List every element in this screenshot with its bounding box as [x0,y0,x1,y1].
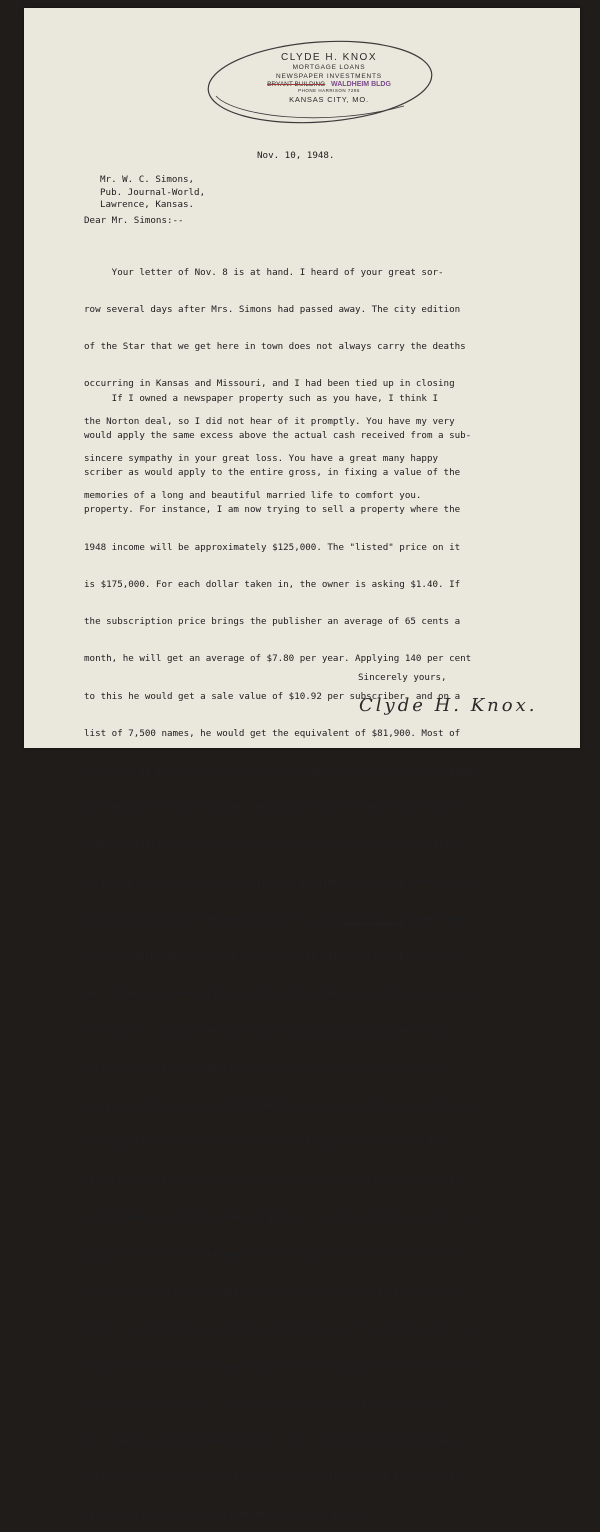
text-line: occurring in Kansas and Missouri, and I had been tied up in closing [84,378,455,390]
underlined-emphasis: fully 1 1/2 [343,913,405,925]
recipient-line: Mr. W. C. Simons, [100,174,195,185]
letter-date: Nov. 10, 1948. [257,150,335,161]
text-line: he pays. Much the same results will prevail if you take what you make [84,951,466,963]
paragraph-valuation [84,368,564,1532]
text-line: cent basis to it. For instance, corporation taxes are on one basis; [84,1062,455,1074]
text-line: the listings I have want about the gross income from all sources, plus [84,765,472,776]
text-line: property clearing, before taxes, $30,000, would certainly be saleable [84,1174,466,1186]
signature: Clyde H. Knox. [359,695,538,716]
recipient-line: Lawrence, Kansas. [100,199,195,210]
letterhead-old-address: BRYANT BUILDING [267,81,326,88]
underlined-emphasis: plus [449,765,472,776]
text-line: at $200,000 (6 2/3 times the profit) and I could probably get more than [84,1211,477,1223]
salutation: Dear Mr. Simons:-- [84,215,184,226]
text-line: fair to figure a subscriber's name is worth at least the same ratio [84,839,455,851]
text-line: say now that a bona fide subscription is worth fully 1 1/2 times what [84,913,466,925]
text-line: sincere sympathy in your great loss. You have a great many happy [84,452,439,464]
text-line: 1948 income will be approximately $125,000. The "listed" price on it [84,541,461,553]
text-line: is taken out, but before taxes are taken out, and apply the 15 per [84,1025,450,1037]
text-line: row several days after Mrs. Simons had passed away. The city edition [84,304,461,316]
letterhead-city: KANSAS CITY, MO. [289,95,369,104]
text-line: of the Star that we get here in town does not always carry the deaths [84,341,466,353]
text-line: kindest wishes and the very highest regards, I am [84,1509,356,1521]
text-line: month, he will get an average of $7.80 per year. Applying 140 per cent [84,653,472,665]
text-line: If I owned a newspaper property such as you have, I think I [84,392,439,404]
text-line: the subscription price brings the publisher an average of 65 cents a [84,616,461,628]
text-line: memories of a long and beautiful married life to comfort you. [84,490,422,502]
letterhead-address-stamp: WALDHEIM BLDG [331,81,391,88]
letterhead-phone: PHONE HARRISON 7295 [298,88,360,93]
text-line: list of 7,500 names, he would get the equivalent of $81,900. Most of [84,727,461,739]
recipient-address [100,174,205,212]
letterhead-mortgage-loans: MORTGAGE LOANS [292,64,366,71]
text-line: $200,000. But if the statement is analyzed closely, I think the result [84,1248,472,1260]
text-line: a very different tax basis. That is why I say "before" taxes. But a [84,1137,455,1149]
closing: Sincerely yours, [358,672,447,683]
letterhead [219,44,439,104]
text-line: net, after your own salary is taken out, after reasonable depreciation [84,988,472,1000]
text-line: to this he would get a sale value of $10.92 per subscriber, and on a [84,690,461,702]
text-line: again. I owe you any service that I can possibly render for you. With [84,1472,466,1484]
text-line: If I can give you any more light on this, do not hesitate to write me [84,1434,466,1446]
letter-page [24,8,580,1521]
text-line: all personally owned or all partnership owned properties are subject to [84,1099,477,1111]
text-line: property. For instance, I am now trying to sell a property where the [84,504,461,516]
text-line: all the way from 15 to 60 per cent above that. It seems to me to be [84,802,455,814]
letterhead-name: CLYDE H. KNOX [281,52,377,63]
letterhead-newspaper-investments: NEWSPAPER INVESTMENTS [276,73,382,80]
text-line: the Norton deal, so I did not hear of it promptly. You have my very [84,415,455,427]
text-line: is $175,000. For each dollar taken in, the owner is asking $1.40. If [84,578,461,590]
text-line: as is applied to the total receipts. I imagine a good many owners would [84,876,477,888]
text-line: scriber as would apply to the entire gross, in fixing a value of the [84,467,461,479]
text-line: "good will," but the new operation basis has changed all this and made [84,1360,472,1372]
text-line: per subscriber will not differ very much from the basis I have used [84,1286,455,1298]
recipient-line: Pub. Journal-World, [100,186,206,198]
text-line: would apply the same excess above the actual cash received from a sub- [84,430,472,442]
letterhead-address [219,81,439,88]
text-line: above. The old idea was to put in circulation, A. P. and so on, all as [84,1323,472,1335]
text-line: Your letter of Nov. 8 is at hand. I heard of your great sor- [84,266,444,278]
text-line: it obsolete, as an A. P. is now carried in most offices at $1 only. [84,1397,455,1409]
